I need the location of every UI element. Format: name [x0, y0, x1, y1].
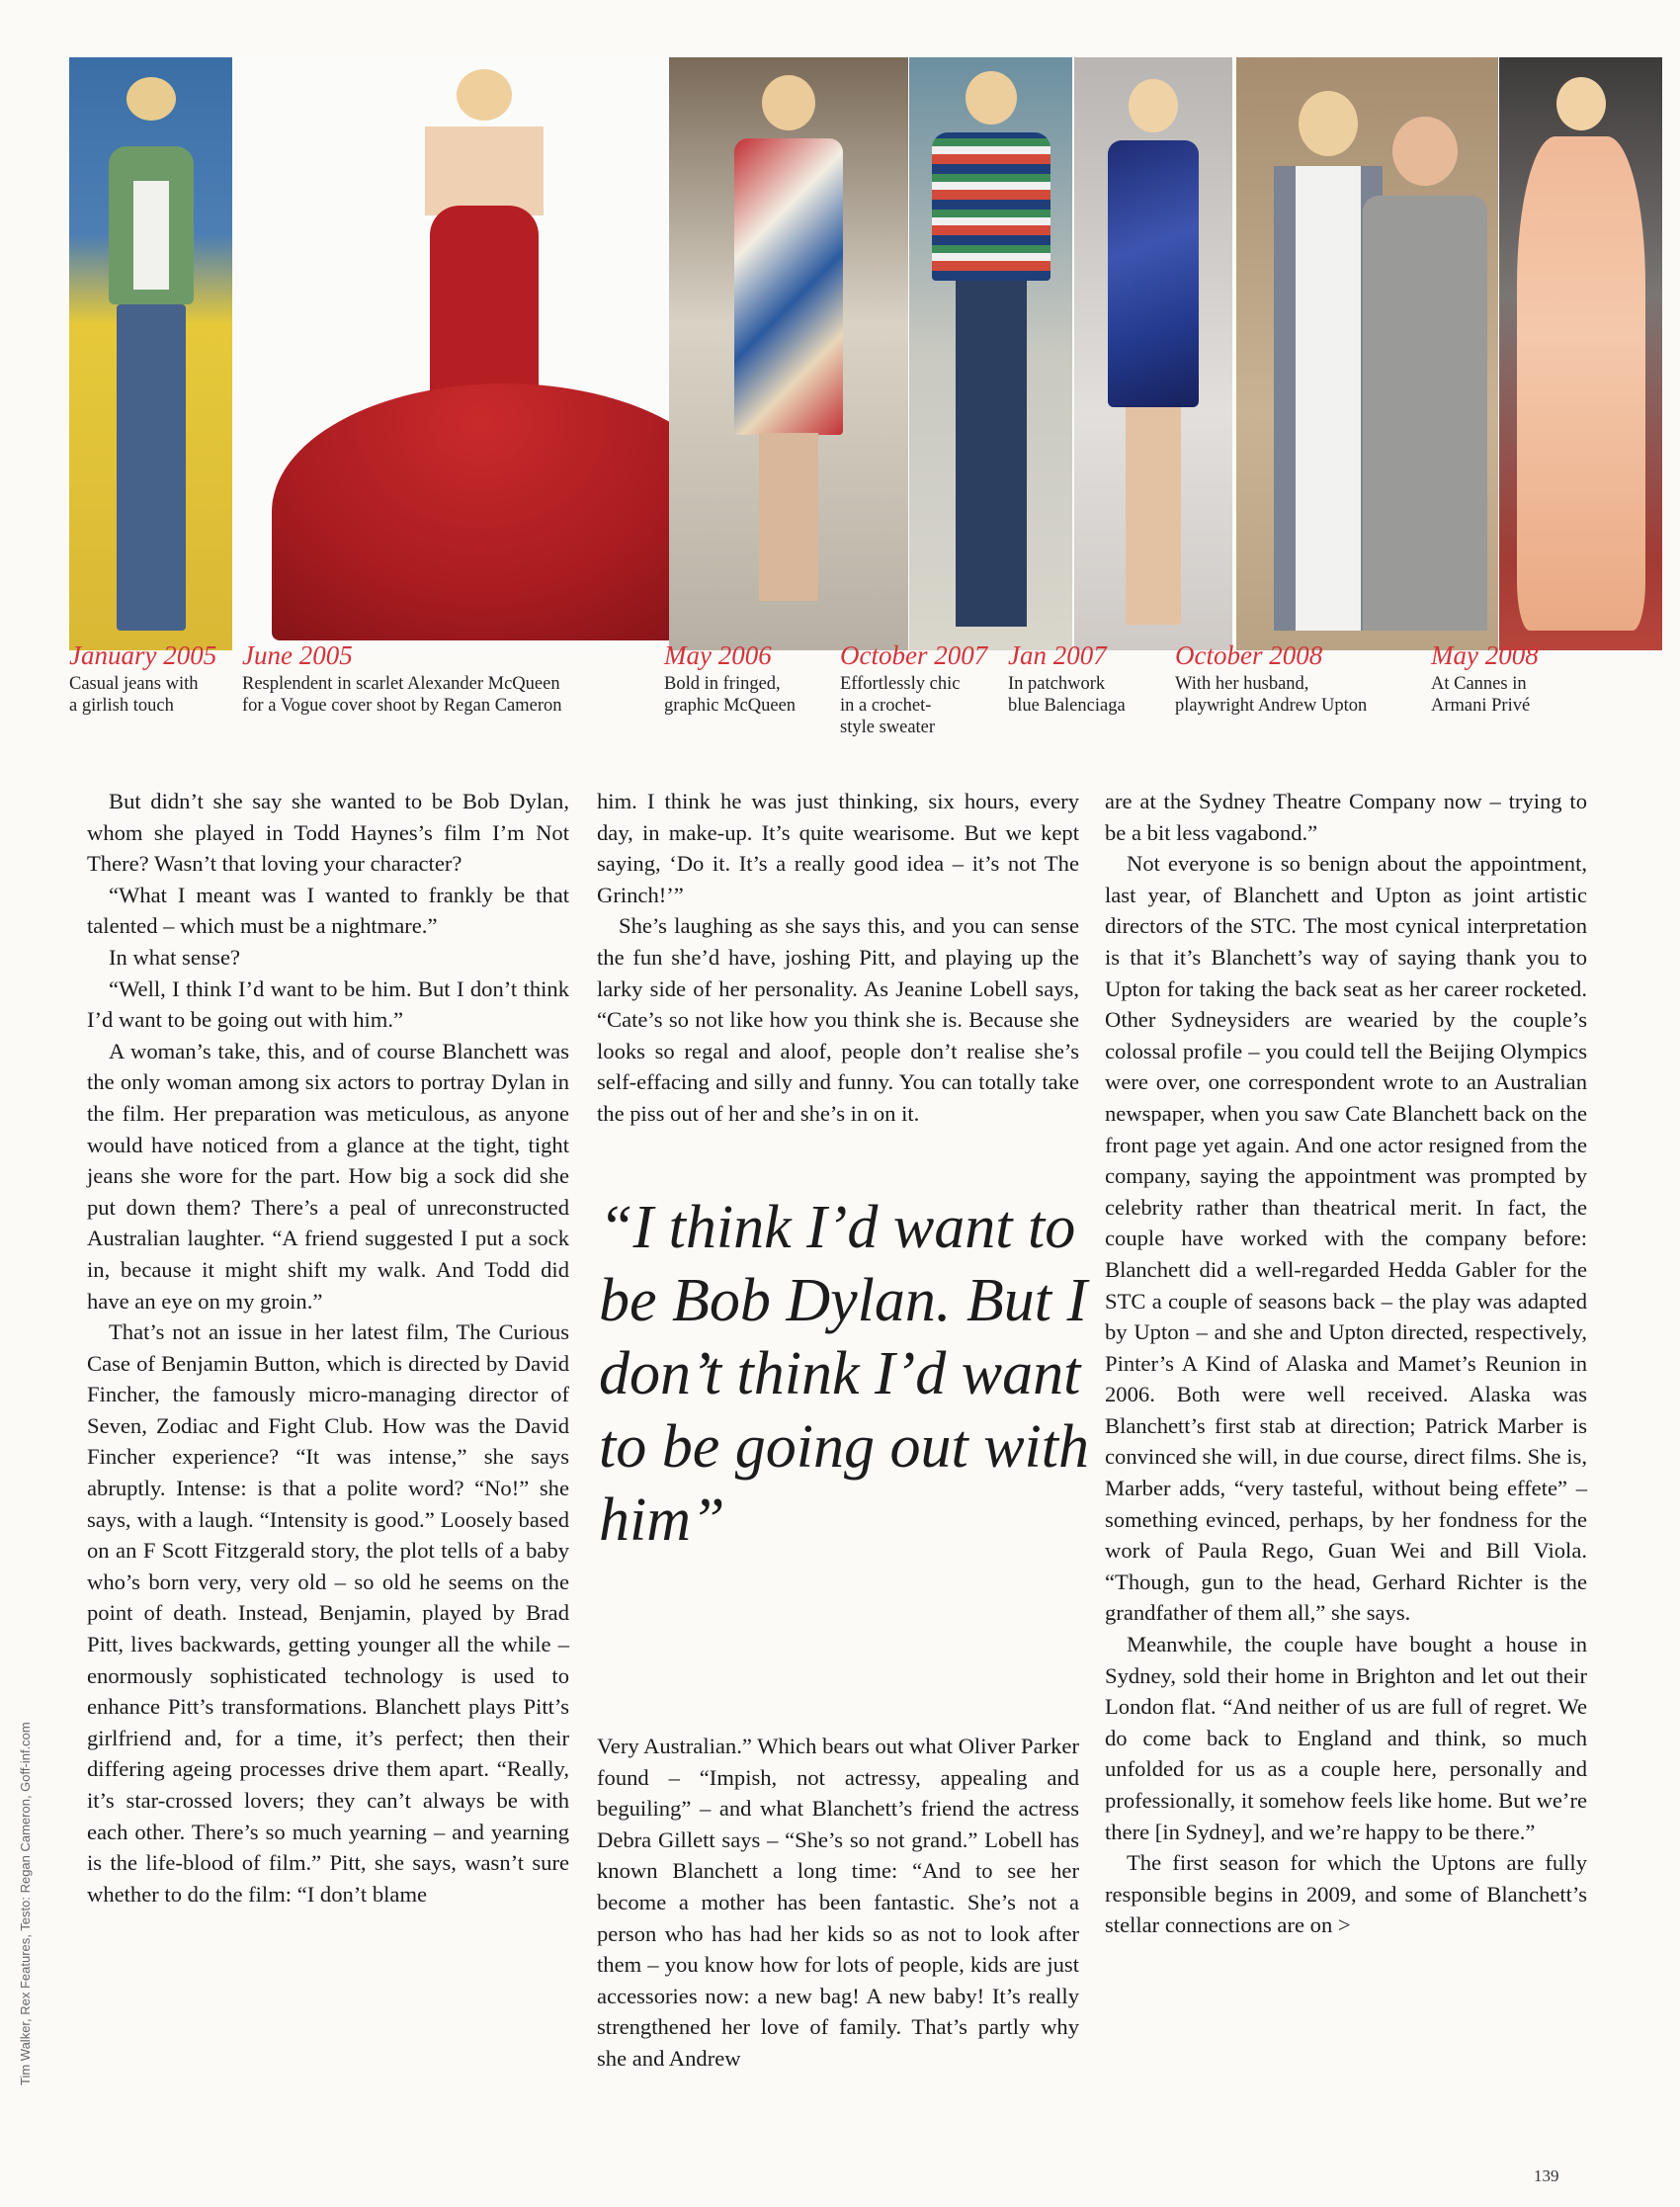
photo-june-2005 [237, 57, 731, 650]
caption-date: May 2008 [1431, 640, 1539, 670]
caption-date: October 2007 [840, 640, 988, 670]
caption-text [1175, 673, 1367, 717]
paragraph: him. I think he was just thinking, six hours, every day, in make-up. It’s quite wearisome. But we kept saying, ‘Do it. It’s a really good idea – it’s not The Grinch!’” [597, 789, 1079, 907]
article-column-2-bottom [597, 1731, 1079, 2075]
photo-may-2006 [669, 57, 908, 650]
caption-line: Armani Privé [1431, 696, 1531, 716]
caption-line: Resplendent in scarlet Alexander McQueen [242, 674, 560, 694]
caption-line: With her husband, [1175, 674, 1309, 694]
page-number: 139 [1534, 2166, 1559, 2185]
article-column-3 [1105, 786, 1587, 1941]
photo-october-2007 [909, 57, 1072, 650]
pull-quote: “I think I’d want to be Bob Dylan. But I don’t think I’d want to be going out with him” [599, 1194, 1089, 1554]
caption-line: At Cannes in [1431, 674, 1527, 694]
caption-line: In patchwork [1008, 674, 1106, 694]
photo-january-2005 [69, 57, 232, 650]
photo-credit: Tim Walker, Rex Features, Testo: Regan Cameron, Goff-inf.com [18, 1722, 33, 2085]
paragraph: A woman’s take, this, and of course Blanchett was the only woman among six actors to portray Dylan in the film. Her preparation was meticulous, as anyone would have noticed from a glance at the tight, tight jeans she wore for the part. How big a sock did she put down them? There’s a peal of unreconstructed Australian laughter. “A friend suggested I put a sock in, because it might shift my walk. And Todd did have an eye on my groin.” [87, 1038, 569, 1314]
paragraph: But didn’t she say she wanted to be Bob Dylan, whom she played in Todd Haynes’s film I’m Not There? Wasn’t that loving your character? [87, 789, 569, 877]
paragraph: “What I meant was I wanted to frankly be that talented – which must be a nightmare.” [87, 882, 569, 939]
caption-text [69, 673, 216, 717]
caption-line: for a Vogue cover shoot by Regan Cameron [242, 696, 562, 716]
article-column-1 [87, 786, 569, 1910]
caption-line: playwright Andrew Upton [1175, 696, 1368, 716]
photo-may-2008 [1499, 57, 1662, 650]
caption-date: Jan 2007 [1008, 640, 1107, 670]
caption-line: style sweater [840, 718, 936, 737]
caption-may-2006 [664, 640, 796, 717]
caption-line: Effortlessly chic [840, 674, 961, 694]
paragraph: “Well, I think I’d want to be him. But I don’t think I’d want to be going out with him.” [87, 976, 569, 1033]
caption-line: Bold in fringed, [664, 674, 781, 694]
caption-date: May 2006 [664, 640, 772, 670]
caption-text [242, 673, 562, 717]
photo-october-2008 [1236, 57, 1498, 650]
caption-text [840, 673, 987, 738]
caption-text [1008, 673, 1126, 717]
paragraph: Meanwhile, the couple have bought a house in Sydney, sold their home in Brighton and let out their London flat. “And neither of us are full of regret. We do come back to England and think, so much unfolded for us as a couple here, personally and professionally, it somehow feels like home. But we’re there [in Sydney], and we’re happy to be there.” [1105, 1632, 1587, 1844]
paragraph: She’s laughing as she says this, and you can sense the fun she’d have, joshing Pitt, and playing up the larky side of her personality. As Jeanine Lobell says, “Cate’s so not like how you think she is. Because she looks so regal and aloof, people don’t realise she’s self-effacing and silly and funny. You can totally take the piss out of her and she’s in on it. [597, 913, 1079, 1126]
caption-jan-2007 [1008, 640, 1126, 717]
caption-text [1431, 673, 1539, 717]
caption-line: Casual jeans with [69, 674, 199, 694]
photo-jan-2007 [1074, 57, 1232, 650]
paragraph: That’s not an issue in her latest film, The Curious Case of Benjamin Button, which is directed by David Fincher, the famously micro-managing director of Seven, Zodiac and Fight Club. How was the David Fincher experience? “It was intense,” she says abruptly. Intense: is that a polite word? “No!” she says, with a laugh. “Intensity is good.” Loosely based on an F Scott Fitzgerald story, the plot tells of a baby who’s born very, very old – so old he seems on the point of death. Instead, Benjamin, played by Brad Pitt, lives backwards, getting younger all the while – enormously sophisticated technology is used to enhance Pitt’s transformations. Blanchett plays Pitt’s girlfriend and, for a time, it’s perfect; then their differing ageing processes drive them apart. “Really, it’s star-crossed lovers; they can’t always be with each other. There’s so much yearning – and yearning is the life-blood of film.” Pitt, she says, wasn’t sure whether to do the film: “I don’t blame [87, 1319, 569, 1907]
caption-date: January 2005 [69, 640, 217, 670]
caption-line: in a crochet- [840, 696, 932, 716]
paragraph: The first season for which the Uptons are fully responsible begins in 2009, and some of Blanchett’s stellar connections are on > [1105, 1850, 1587, 1938]
paragraph: In what sense? [109, 944, 241, 970]
paragraph: Very Australian.” Which bears out what Oliver Parker found – “Impish, not actressy, appealing and beguiling” – and what Blanchett’s friend the actress Debra Gillett says – “She’s so not grand.” Lobell has known Blanchett a long time: “And to see her become a mother has been fantastic. She’s not a person who has had her kids so as not to look after them – you know how for lots of people, kids are just accessories now: a new bag! A new baby! It’s really strengthened her love of family. That’s partly why she and Andrew [597, 1734, 1079, 2071]
paragraph: Not everyone is so benign about the appointment, last year, of Blanchett and Upton as joint artistic directors of the STC. The most cynical interpretation is that it’s Blanchett’s way of saying thank you to Upton for taking the back seat as her career rocketed. Other Sydneysiders are wearied by the couple’s colossal profile – you could tell the Beijing Olympics were over, one correspondent wrote to an Australian newspaper, when you saw Cate Blanchett back on the front page yet again. And one actor resigned from the company, saying the appointment was prompted by celebrity rather than theatrical merit. In fact, the couple have worked with the company before: Blanchett did a well-regarded Hedda Gabler for the STC a couple of seasons back – the play was adapted by Upton – and she and Upton directed, respectively, Pinter’s A Kind of Alaska and Mamet’s Reunion in 2006. Both were well received. Alaska was Blanchett’s first stab at direction; Patrick Marber is convinced she will, in due course, direct films. She is, Marber adds, “very tasteful, without being effete” – something evinced, perhaps, by her fondness for the work of Paula Rego, Guan Wei and Bill Viola. “Though, gun to the head, Gerhard Richter is the grandfather of them all,” she says. [1105, 851, 1587, 1626]
paragraph: are at the Sydney Theatre Company now – trying to be a bit less vagabond.” [1105, 789, 1587, 845]
caption-line: a girlish touch [69, 696, 174, 716]
caption-line: blue Balenciaga [1008, 696, 1126, 716]
caption-line: graphic McQueen [664, 696, 797, 716]
caption-october-2007 [840, 640, 987, 738]
caption-date: October 2008 [1175, 640, 1323, 670]
caption-date: June 2005 [242, 640, 353, 670]
caption-may-2008 [1431, 640, 1539, 717]
photo-strip [69, 57, 1591, 650]
caption-june-2005 [242, 640, 562, 717]
caption-text [664, 673, 796, 717]
article-column-2-top [597, 786, 1079, 1130]
caption-january-2005 [69, 640, 216, 717]
caption-october-2008 [1175, 640, 1367, 717]
